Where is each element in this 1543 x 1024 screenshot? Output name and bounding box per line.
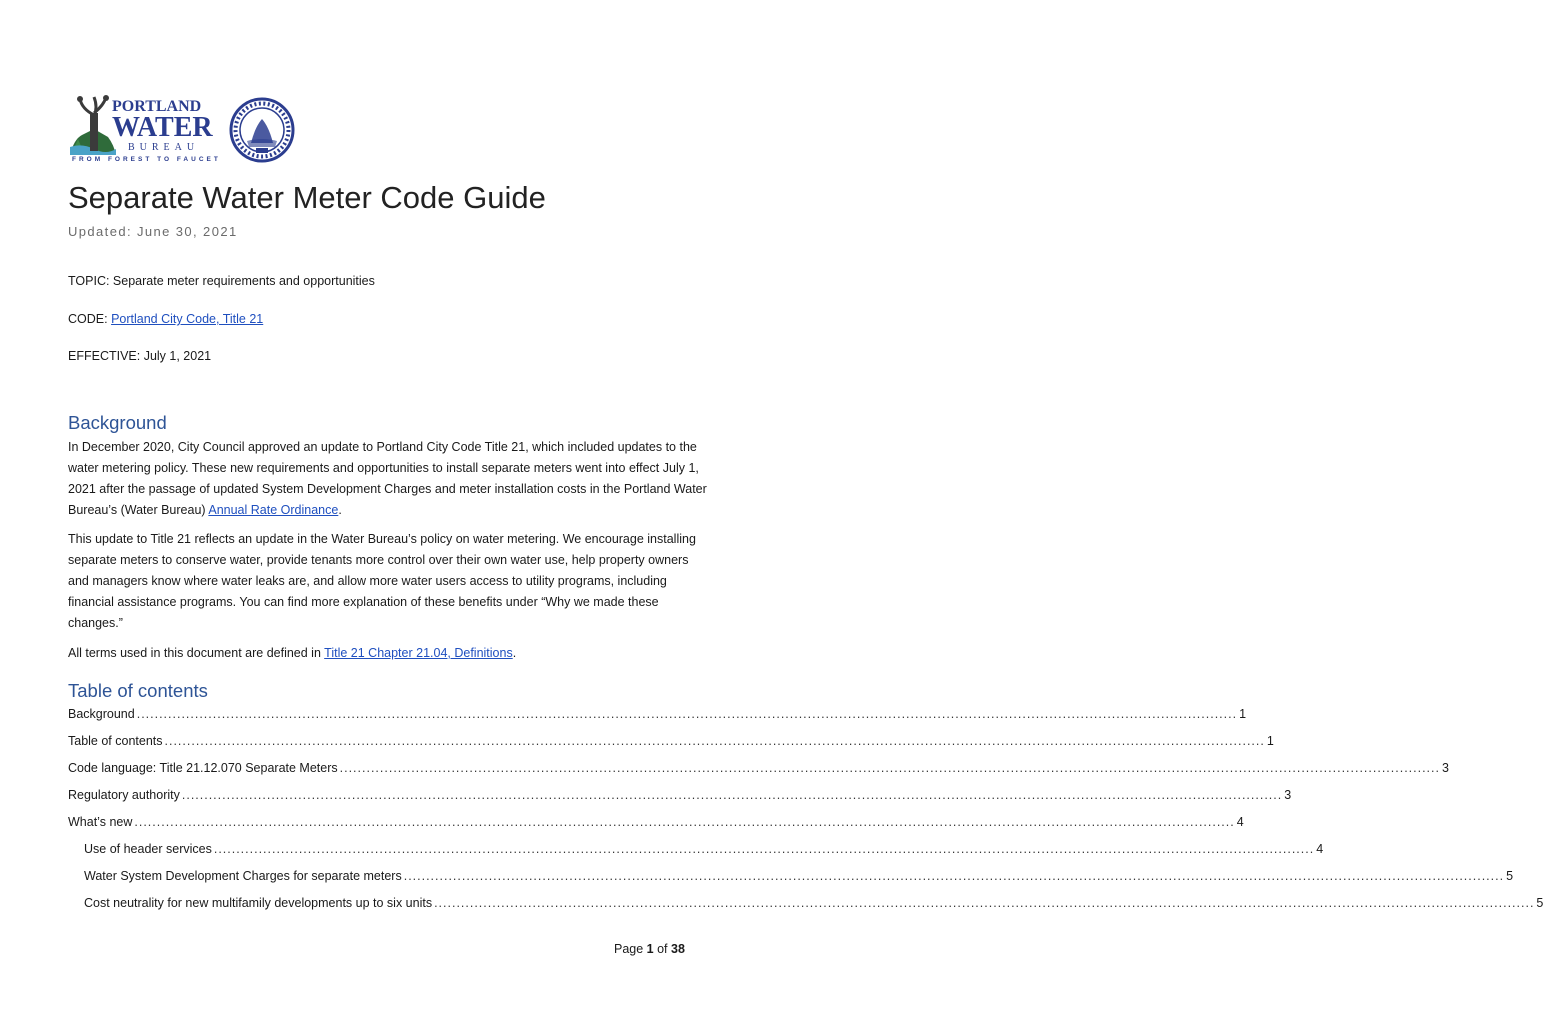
toc-entry[interactable]: [68, 734, 1274, 752]
page-of: of: [653, 942, 671, 956]
tree-emblem-icon: [68, 95, 118, 157]
toc-entry-page: 3: [1284, 788, 1292, 802]
toc-entry[interactable]: [68, 707, 1247, 725]
toc-entry-page: 1: [1239, 707, 1247, 721]
page-total: 38: [671, 942, 685, 956]
toc-leader-dots: ......................................................................................................................................................................................................................................................: [136, 707, 1238, 721]
toc-heading: Table of contents: [68, 680, 208, 701]
toc-entry-page: 4: [1236, 815, 1244, 829]
logo-text-portland: PORTLAND: [112, 98, 202, 115]
toc-entry-label: Regulatory authority: [68, 788, 180, 802]
toc-leader-dots: ......................................................................................................................................................................................................................................................: [434, 896, 1535, 910]
city-of-portland-seal-icon: [229, 97, 295, 163]
toc-entry-label: Water System Development Charges for separate meters: [84, 869, 402, 883]
toc-entry-page: 5: [1506, 869, 1514, 883]
background-heading: Background: [68, 412, 167, 433]
toc-entry-label: Table of contents: [68, 734, 163, 748]
background-paragraph-3: [68, 643, 708, 664]
toc-entry[interactable]: [68, 815, 1244, 833]
toc-entry[interactable]: [68, 761, 1449, 779]
logo-tagline: FROM FOREST TO FAUCET: [72, 156, 221, 163]
toc-entry-label: Background: [68, 707, 135, 721]
definitions-link[interactable]: Title 21 Chapter 21.04, Definitions: [324, 646, 513, 660]
toc-entry-page: 1: [1266, 734, 1274, 748]
toc-entry-label: Cost neutrality for new multifamily developments up to six units: [84, 896, 433, 910]
page-prefix: Page: [614, 942, 647, 956]
code-line: [68, 312, 263, 326]
toc-entry-label: Code language: Title 21.12.070 Separate Meters: [68, 761, 338, 775]
annual-rate-ordinance-link[interactable]: Annual Rate Ordinance: [208, 502, 339, 517]
period: .: [512, 646, 517, 660]
effective-line: EFFECTIVE: July 1, 2021: [68, 349, 212, 363]
toc-entry-label: What’s new: [68, 815, 133, 829]
toc-entry[interactable]: [84, 842, 1324, 860]
updated-date: Updated: June 30, 2021: [68, 224, 238, 239]
code-prefix: CODE:: [68, 312, 112, 326]
toc-leader-dots: ......................................................................................................................................................................................................................................................: [339, 761, 1440, 775]
page-number: [614, 942, 685, 956]
logo-text-water: WATER: [112, 112, 213, 143]
background-p1-text: In December 2020, City Council approved an update to Portland City Code Title 21, which included updates to the water metering policy. These new requirements and opportunities to install separate meters went into effect July 1, 2021 after the passage of updated System Development Charges and meter installation costs in the Portland Water Bureau’s (Water Bureau): [68, 440, 707, 517]
toc-leader-dots: ......................................................................................................................................................................................................................................................: [164, 734, 1265, 748]
background-paragraph-1: [68, 437, 708, 521]
background-p3-text: All terms used in this document are defined in: [68, 646, 325, 660]
portland-city-code-link[interactable]: Portland City Code, Title 21: [111, 312, 264, 326]
toc-entry-page: 5: [1536, 896, 1543, 910]
logo-text-bureau: BUREAU: [128, 142, 200, 153]
toc-entry[interactable]: [68, 788, 1292, 806]
toc-leader-dots: ......................................................................................................................................................................................................................................................: [134, 815, 1235, 829]
document-title: Separate Water Meter Code Guide: [68, 180, 546, 215]
period: .: [338, 502, 342, 517]
page-current: 1: [646, 942, 654, 956]
toc-entry-page: 4: [1316, 842, 1324, 856]
toc-leader-dots: ......................................................................................................................................................................................................................................................: [181, 788, 1283, 802]
background-paragraph-2: This update to Title 21 reflects an update in the Water Bureau’s policy on water metering. We encourage installing separate meters to conserve water, provide tenants more control over their own water use, help property owners and managers know where water leaks are, and allow more water users access to utility programs, including financial assistance programs. You can find more explanation of these benefits under “Why we made these changes.”: [68, 532, 696, 630]
toc-leader-dots: ......................................................................................................................................................................................................................................................: [403, 869, 1505, 883]
portland-water-bureau-logo: [68, 95, 228, 167]
toc-entry[interactable]: [84, 896, 1543, 914]
toc-entry[interactable]: [84, 869, 1514, 887]
topic-line: TOPIC: Separate meter requirements and opportunities: [68, 274, 375, 288]
toc-entry-page: 3: [1441, 761, 1449, 775]
toc-leader-dots: ......................................................................................................................................................................................................................................................: [213, 842, 1315, 856]
toc-entry-label: Use of header services: [84, 842, 212, 856]
